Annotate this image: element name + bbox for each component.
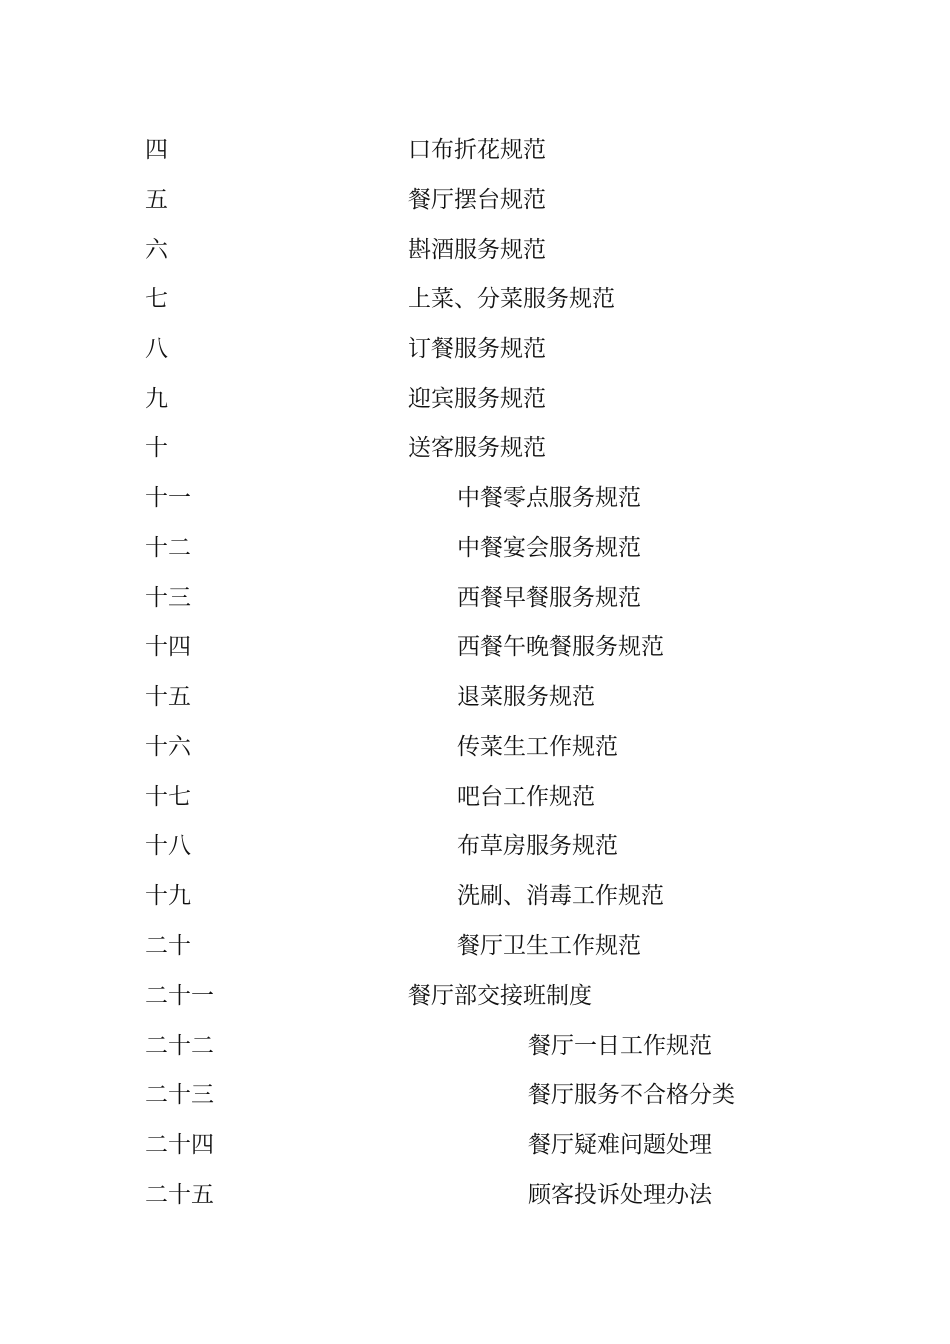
- toc-entry-number: 二十四: [145, 1132, 214, 1158]
- toc-entry-number: 二十一: [145, 983, 214, 1009]
- toc-entry: [0, 926, 950, 966]
- toc-entry-number: 九: [145, 386, 168, 412]
- toc-entry-number: 二十五: [145, 1182, 214, 1208]
- toc-entry-title: 斟酒服务规范: [408, 237, 546, 263]
- toc-entry-title: 西餐早餐服务规范: [457, 585, 641, 611]
- toc-entry: [0, 279, 950, 319]
- toc-entry: [0, 1125, 950, 1165]
- toc-entry: [0, 130, 950, 170]
- toc-entry-title: 传菜生工作规范: [457, 734, 618, 760]
- toc-entry-title: 餐厅卫生工作规范: [457, 933, 641, 959]
- toc-entry-title: 餐厅部交接班制度: [408, 983, 592, 1009]
- toc-entry: [0, 727, 950, 767]
- toc-entry-title: 口布折花规范: [408, 137, 546, 163]
- toc-entry: [0, 379, 950, 419]
- toc-entry: [0, 826, 950, 866]
- toc-entry-number: 二十: [145, 933, 191, 959]
- toc-entry-number: 十九: [145, 883, 191, 909]
- toc-entry: [0, 1026, 950, 1066]
- toc-entry-title: 订餐服务规范: [408, 336, 546, 362]
- toc-entry-number: 四: [145, 137, 168, 163]
- toc-entry: [0, 578, 950, 618]
- toc-entry: [0, 230, 950, 270]
- toc-entry-title: 餐厅摆台规范: [408, 187, 546, 213]
- toc-entry: [0, 677, 950, 717]
- toc-entry-title: 送客服务规范: [408, 435, 546, 461]
- toc-entry-number: 十三: [145, 585, 191, 611]
- toc-entry: [0, 478, 950, 518]
- toc-entry-number: 二十三: [145, 1082, 214, 1108]
- toc-entry-number: 五: [145, 187, 168, 213]
- toc-entry-title: 退菜服务规范: [457, 684, 595, 710]
- toc-entry-number: 七: [145, 286, 168, 312]
- toc-entry: [0, 976, 950, 1016]
- toc-entry-number: 十五: [145, 684, 191, 710]
- toc-entry-title: 上菜、分菜服务规范: [408, 286, 615, 312]
- toc-entry-number: 十一: [145, 485, 191, 511]
- toc-entry-number: 十四: [145, 634, 191, 660]
- toc-entry-title: 餐厅疑难问题处理: [528, 1132, 712, 1158]
- toc-entry-number: 十七: [145, 784, 191, 810]
- toc-entry-number: 十: [145, 435, 168, 461]
- toc-entry-number: 十八: [145, 833, 191, 859]
- toc-entry-title: 顾客投诉处理办法: [528, 1182, 712, 1208]
- toc-entry-number: 十二: [145, 535, 191, 561]
- toc-entry-number: 八: [145, 336, 168, 362]
- toc-entry: [0, 777, 950, 817]
- toc-entry-title: 吧台工作规范: [457, 784, 595, 810]
- toc-entry-title: 西餐午晚餐服务规范: [457, 634, 664, 660]
- toc-entry-title: 餐厅服务不合格分类: [528, 1082, 735, 1108]
- toc-entry: [0, 329, 950, 369]
- toc-entry-title: 中餐宴会服务规范: [457, 535, 641, 561]
- toc-entry: [0, 1175, 950, 1215]
- toc-entry-title: 中餐零点服务规范: [457, 485, 641, 511]
- toc-entry-title: 迎宾服务规范: [408, 386, 546, 412]
- toc-entry-title: 餐厅一日工作规范: [528, 1033, 712, 1059]
- toc-entry-title: 布草房服务规范: [457, 833, 618, 859]
- toc-entry: [0, 627, 950, 667]
- toc-entry-number: 二十二: [145, 1033, 214, 1059]
- toc-entry-number: 六: [145, 237, 168, 263]
- toc-entry: [0, 528, 950, 568]
- toc-entry: [0, 180, 950, 220]
- toc-entry: [0, 1075, 950, 1115]
- toc-entry: [0, 876, 950, 916]
- toc-entry-number: 十六: [145, 734, 191, 760]
- toc-entry-title: 洗刷、消毒工作规范: [457, 883, 664, 909]
- toc-entry: [0, 428, 950, 468]
